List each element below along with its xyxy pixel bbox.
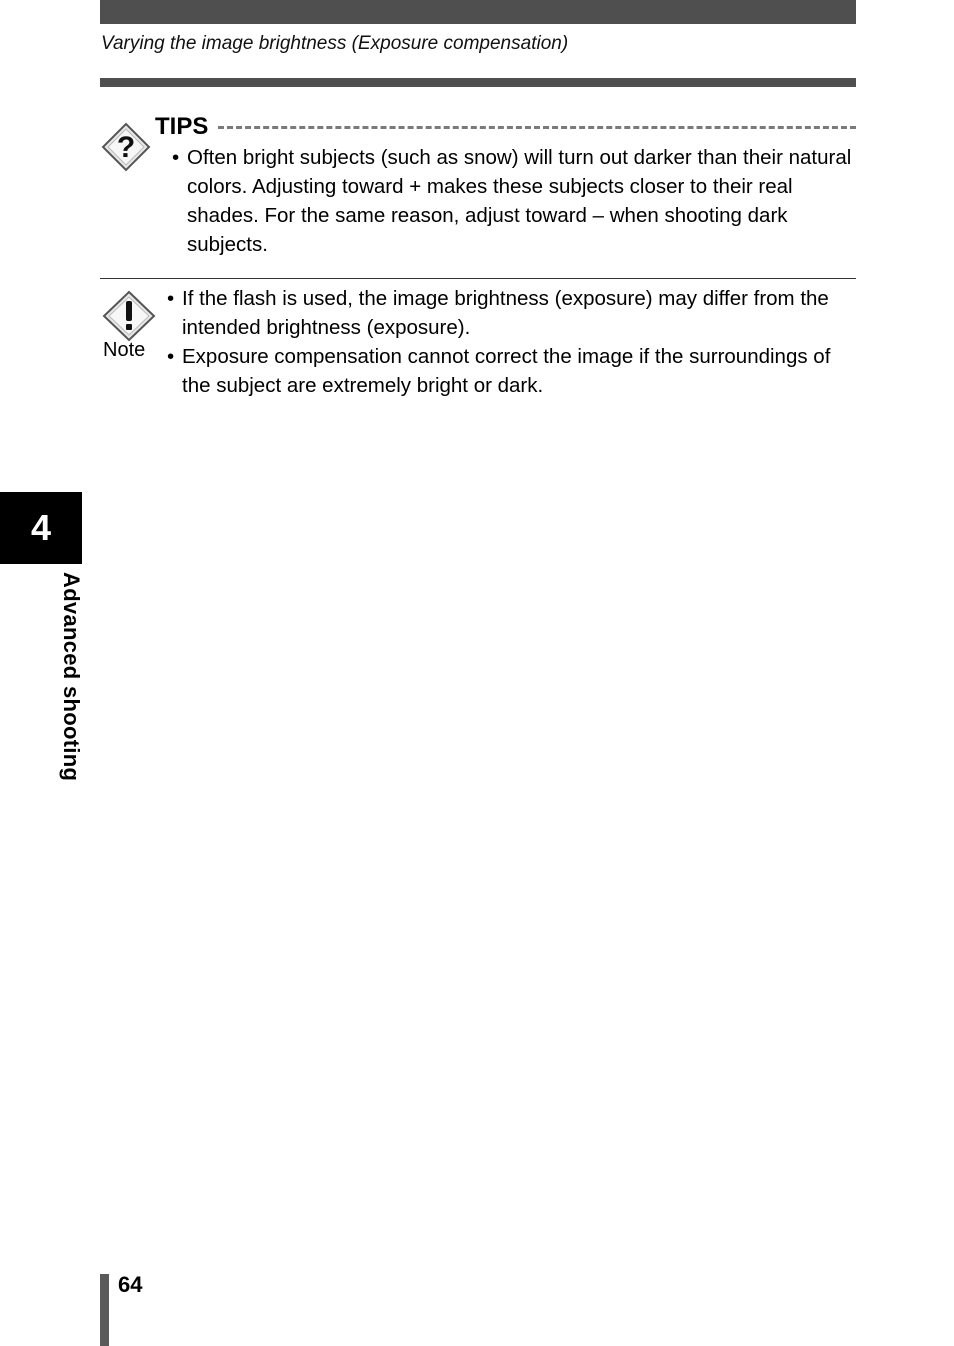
chapter-title: Advanced shooting — [59, 572, 84, 782]
note-label: Note — [103, 339, 146, 361]
tips-list — [172, 143, 852, 259]
tips-dashed-rule — [218, 126, 856, 129]
tips-heading: TIPS — [155, 113, 209, 140]
header-rule — [100, 78, 856, 87]
svg-text:?: ? — [116, 131, 136, 164]
page-number-bar — [100, 1274, 109, 1346]
exclamation-diamond-icon — [102, 290, 156, 342]
question-diamond-icon — [101, 122, 151, 172]
header-top-bar — [100, 0, 856, 24]
note-item: • Exposure compensation cannot correct the image if the surroundings of the subject are extremely bright or dark. — [167, 342, 857, 400]
chapter-number: 4 — [30, 507, 52, 548]
tips-item: • Often bright subjects (such as snow) will turn out darker than their natural colors. Adjusting toward + makes these subjects closer to their real shades. For the same reason, adjust toward – when shooting dark subjects. — [172, 143, 852, 259]
note-list — [167, 284, 857, 400]
section-title: Varying the image brightness (Exposure compensation) — [101, 33, 569, 54]
page-number: 64 — [118, 1272, 143, 1297]
note-item: • If the flash is used, the image brightness (exposure) may differ from the intended brightness (exposure). — [167, 284, 857, 342]
section-divider — [100, 278, 856, 279]
